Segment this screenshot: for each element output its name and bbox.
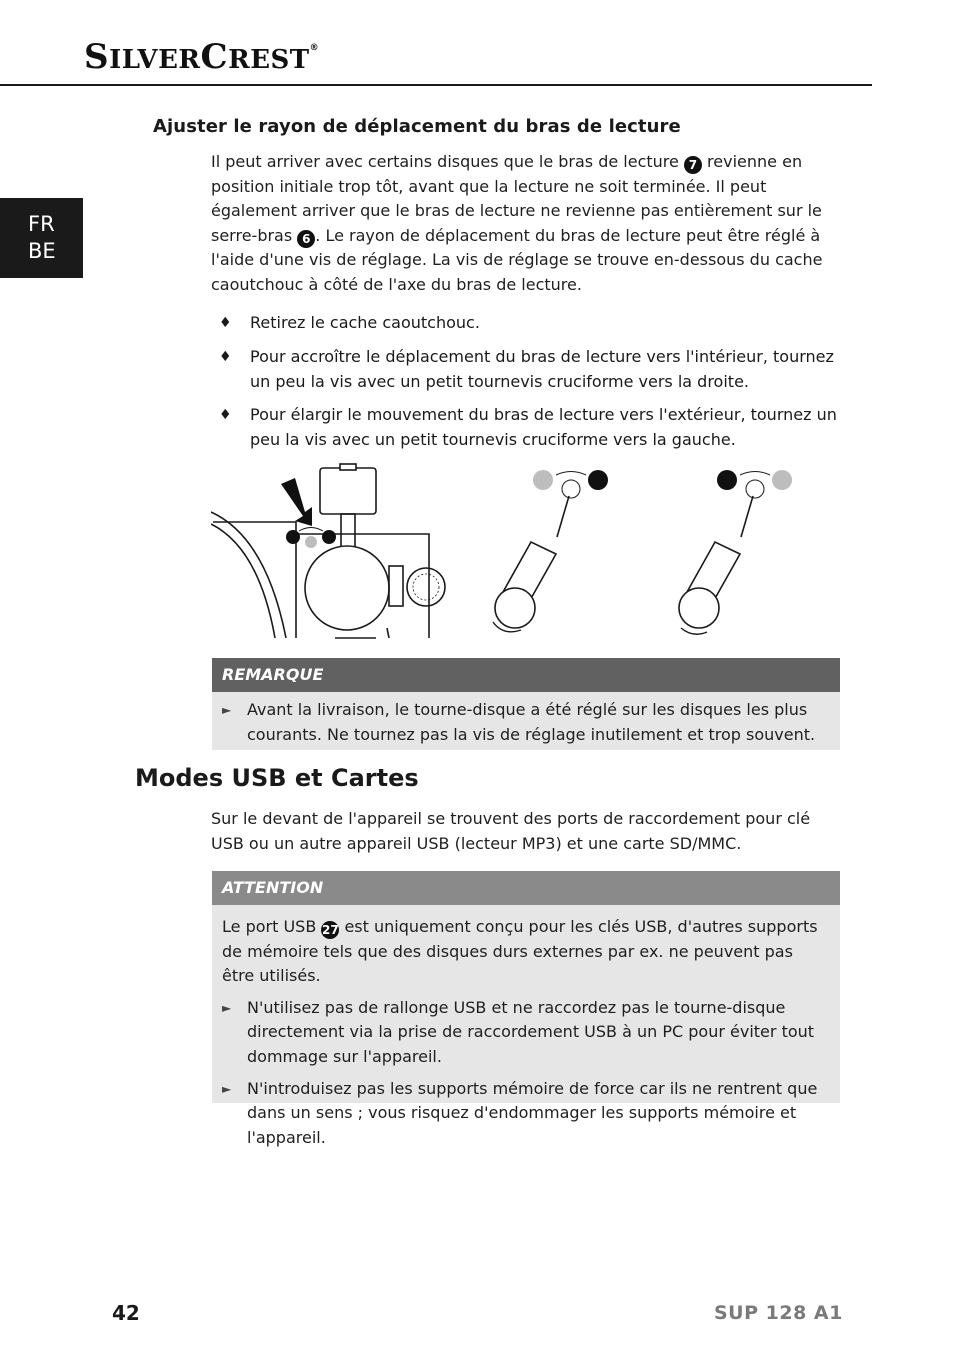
section-heading: Ajuster le rayon de déplacement du bras de lecture <box>153 116 681 137</box>
arrow-bullet-icon: ► <box>222 703 232 717</box>
language-code-fr: FR <box>28 212 55 236</box>
list-item: ► N'utilisez pas de rallonge USB et ne raccordez pas le tourne-disque directement via la prise de raccordement USB à un PC pour éviter tout dommage sur l'appareil. <box>222 997 815 1066</box>
header-rule <box>0 84 872 86</box>
list-item: ► N'introduisez pas les supports mémoire de force car ils ne rentrent que dans un sens ; vous risquez d'endommager les supports mémoire et l'appareil. <box>222 1078 818 1147</box>
diamond-bullet-icon: ♦ <box>219 349 232 365</box>
list-item: ♦ Pour élargir le mouvement du bras de lecture vers l'extérieur, tournez un peu la vis avec un petit tournevis cruciforme vers la gauche. <box>219 405 837 449</box>
list-item: ♦ Pour accroître le déplacement du bras de lecture vers l'intérieur, tournez un peu la vis avec un petit tournevis cruciforme vers la droite. <box>219 347 834 391</box>
intro-paragraph: Il peut arriver avec certains disques que le bras de lecture 7 revienne en position initiale trop tôt, avant que la lecture ne soit terminée. Il peut également arriver que le bras de lecture ne revienne pas entièrement sur le serre-bras 6 . Le rayon de déplacement du bras de lecture peut être réglé à l'aide d'une vis de réglage. La vis de réglage se trouve en-dessous du cache caoutchouc à côté de l'axe du bras de lecture. <box>211 152 823 294</box>
list-item: ♦ Retirez le cache caoutchouc. <box>211 311 841 336</box>
usb-paragraph: Sur le devant de l'appareil se trouvent des ports de raccordement pour clé USB ou un autre appareil USB (lecteur MP3) et une carte SD/MMC. <box>211 809 811 853</box>
adjustment-screw-illustration <box>211 462 841 642</box>
diamond-bullet-icon: ♦ <box>219 407 232 423</box>
diamond-bullet-icon: ♦ <box>219 315 232 331</box>
arrow-bullet-icon: ► <box>222 1081 232 1096</box>
arrow-bullet-icon: ► <box>222 1000 232 1015</box>
note-body <box>212 692 840 750</box>
brand-logo: SILVERCREST® <box>84 37 320 77</box>
attention-paragraph: Le port USB 27 est uniquement conçu pour les clés USB, d'autres supports de mémoire tels que des disques durs externes par ex. ne peuvent pas être utilisés. <box>222 917 818 986</box>
page-title: Modes USB et Cartes <box>135 764 419 792</box>
page-number: 42 <box>112 1301 140 1325</box>
model-number: SUP 128 A1 <box>714 1302 843 1324</box>
language-tab <box>0 198 83 278</box>
ref-number-arm-rest: 6 <box>297 230 315 248</box>
language-code-be: BE <box>28 239 56 263</box>
ref-number-tonearm: 7 <box>684 156 702 174</box>
note-header: REMARQUE <box>212 658 840 692</box>
list-item: ► Avant la livraison, le tourne-disque a été réglé sur les disques les plus courants. Ne tournez pas la vis de réglage inutilement et trop souvent. <box>222 700 816 744</box>
attention-body <box>212 905 840 1147</box>
ref-number-usb-port: 27 <box>322 923 339 937</box>
attention-header: ATTENTION <box>212 871 840 905</box>
